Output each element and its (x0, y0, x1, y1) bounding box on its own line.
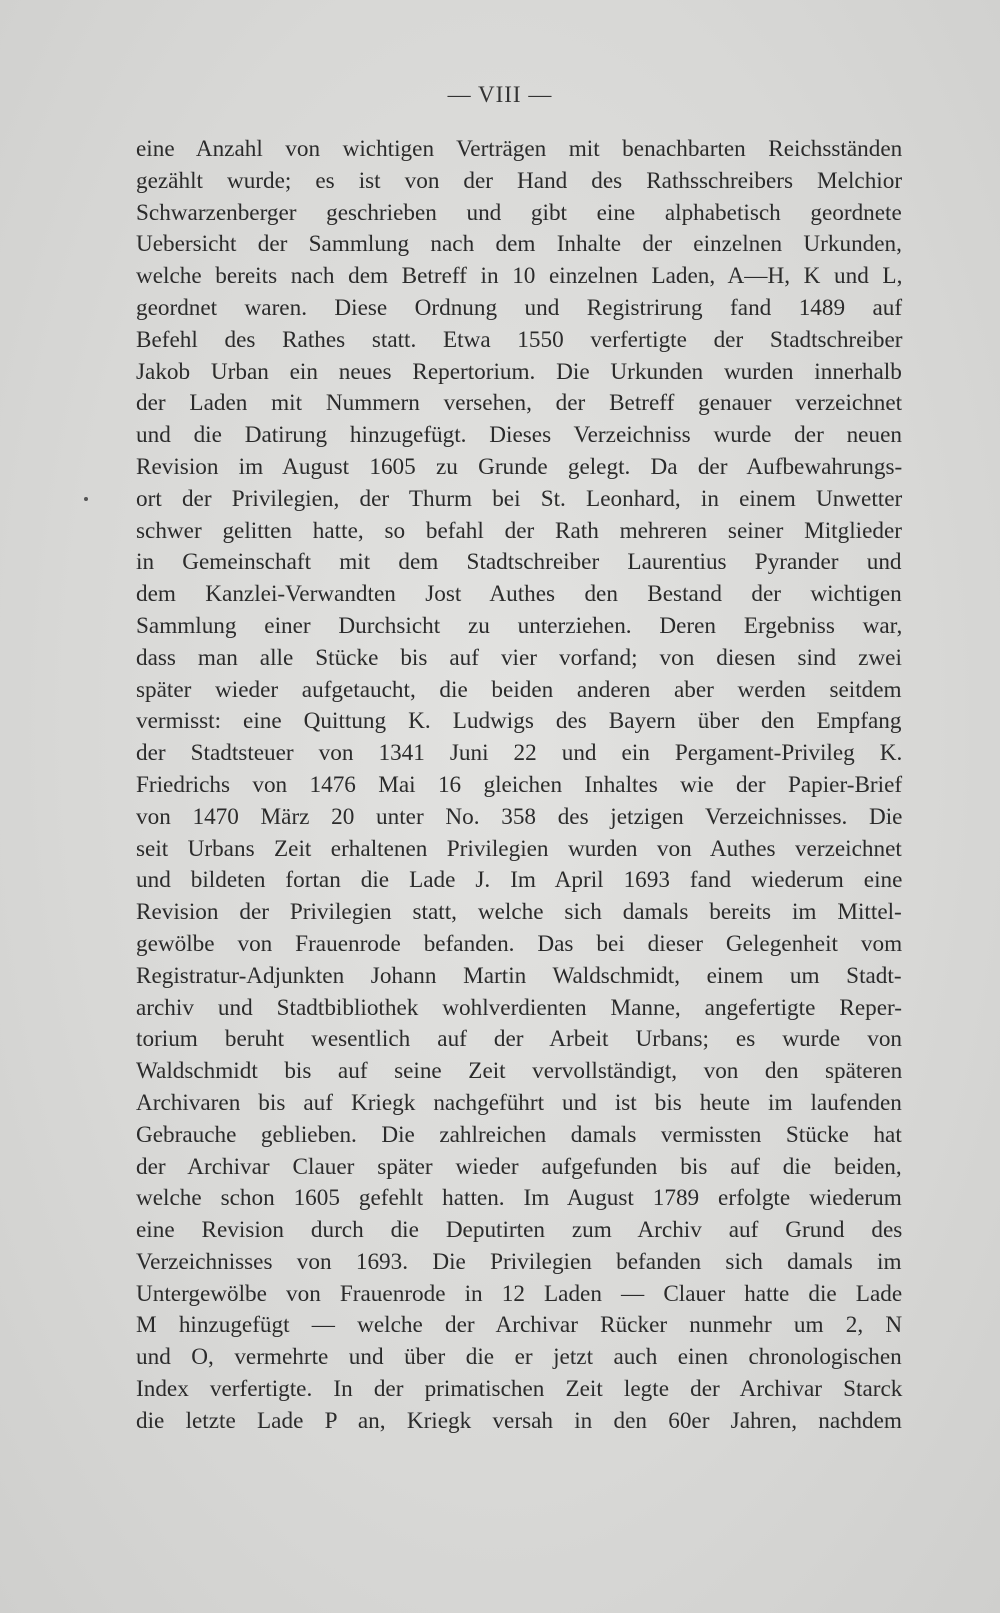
text-line: und bildeten fortan die Lade J. Im April 1693 fand wiederum eine (136, 867, 903, 894)
text-line: Jakob Urban ein neues Repertorium. Die Urkunden wurden innerhalb (136, 358, 902, 385)
text-line: M hinzugefügt — welche der Archivar Rücker nunmehr um 2, N (136, 1312, 903, 1339)
text-line: welche bereits nach dem Betreff in 10 einzelnen Laden, A—H, K und L, (136, 263, 903, 290)
text-line: später wieder aufgetaucht, die beiden anderen aber werden seitdem (136, 676, 902, 703)
text-line: in Gemeinschaft mit dem Stadtschreiber Laurentius Pyrander und (136, 549, 902, 576)
text-line: Verzeichnisses von 1693. Die Privilegien befanden sich damals im (136, 1248, 902, 1275)
text-line: die letzte Lade P an, Kriegk versah in den 60er Jahren, nachdem (136, 1407, 902, 1434)
text-line: Uebersicht der Sammlung nach dem Inhalte der einzelnen Urkunden, (136, 231, 902, 258)
text-line: Befehl des Rathes statt. Etwa 1550 verfertigte der Stadtschreiber (136, 326, 903, 353)
text-line: und die Datirung hinzugefügt. Dieses Verzeichniss wurde der neuen (136, 422, 902, 449)
text-line: ort der Privilegien, der Thurm bei St. Leonhard, in einem Unwetter (136, 485, 903, 512)
text-line: Schwarzenberger geschrieben und gibt eine alphabetisch geordnete (136, 199, 902, 226)
text-line: der Stadtsteuer von 1341 Juni 22 und ein Pergament-Privileg K. (136, 740, 903, 767)
text-line: Gebrauche geblieben. Die zahlreichen damals vermissten Stücke hat (136, 1121, 902, 1148)
text-line: Untergewölbe von Frauenrode in 12 Laden — Clauer hatte die Lade (136, 1280, 903, 1307)
text-line: Waldschmidt bis auf seine Zeit vervollständigt, von den späteren (136, 1058, 903, 1085)
text-line: der Archivar Clauer später wieder aufgefunden bis auf die beiden, (136, 1153, 902, 1180)
text-line: eine Anzahl von wichtigen Verträgen mit benachbarten Reichsständen (136, 136, 903, 162)
text-line: torium beruht wesentlich auf der Arbeit Urbans; es wurde von (136, 1026, 903, 1053)
text-line: vermisst: eine Quittung K. Ludwigs des Bayern über den Empfang (136, 708, 902, 735)
text-line: Friedrichs von 1476 Mai 16 gleichen Inhaltes wie der Papier-Brief (136, 771, 903, 798)
text-line: Index verfertigte. In der primatischen Zeit legte der Archivar Starck (136, 1376, 903, 1403)
text-line: schwer gelitten hatte, so befahl der Rath mehreren seiner Mitglieder (136, 517, 902, 544)
text-line: gezählt wurde; es ist von der Hand des Rathsschreibers Melchior (136, 167, 903, 194)
text-line: von 1470 März 20 unter No. 358 des jetzigen Verzeichnisses. Die (136, 803, 903, 830)
text-line: Sammlung einer Durchsicht zu unterziehen. Deren Ergebniss war, (136, 612, 903, 639)
body-text (136, 134, 902, 1438)
text-line: seit Urbans Zeit erhaltenen Privilegien wurden von Authes verzeichnet (136, 835, 902, 862)
text-line: und O, vermehrte und über die er jetzt auch einen chronologischen (136, 1344, 902, 1371)
text-line: gewölbe von Frauenrode befanden. Das bei dieser Gelegenheit vom (136, 930, 903, 957)
text-line: Archivaren bis auf Kriegk nachgeführt und ist bis heute im laufenden (136, 1089, 902, 1116)
text-line: geordnet waren. Diese Ordnung und Registrirung fand 1489 auf (136, 294, 903, 321)
margin-dot (84, 497, 88, 501)
text-line: Revision im August 1605 zu Grunde gelegt. Da der Aufbewahrungs- (136, 453, 903, 480)
text-line: eine Revision durch die Deputirten zum Archiv auf Grund des (136, 1217, 903, 1244)
text-line: dass man alle Stücke bis auf vier vorfand; von diesen sind zwei (136, 644, 902, 671)
text-line: welche schon 1605 gefehlt hatten. Im August 1789 erfolgte wiederum (136, 1185, 902, 1212)
text-line: dem Kanzlei-Verwandten Jost Authes den Bestand der wichtigen (136, 581, 902, 608)
text-line: Registratur-Adjunkten Johann Martin Waldschmidt, einem um Stadt- (136, 962, 902, 989)
page-number-header: — VIII — (447, 82, 553, 107)
text-line: archiv und Stadtbibliothek wohlverdienten Manne, angefertigte Reper- (136, 994, 902, 1021)
text-line: Revision der Privilegien statt, welche sich damals bereits im Mittel- (136, 899, 902, 926)
text-line: der Laden mit Nummern versehen, der Betreff genauer verzeichnet (136, 390, 903, 417)
